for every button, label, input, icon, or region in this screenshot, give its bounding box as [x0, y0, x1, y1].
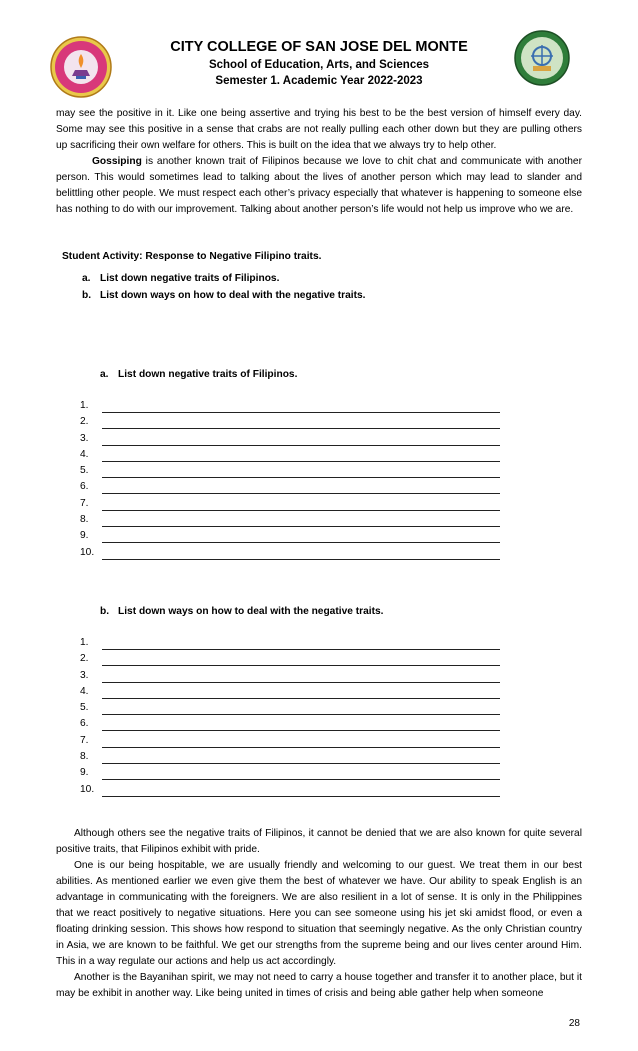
item-number: 1.: [80, 637, 89, 648]
gossiping-term: Gossiping: [92, 156, 142, 167]
answer-blank[interactable]: [102, 747, 500, 748]
answer-row: [80, 481, 500, 497]
answer-row: [80, 751, 500, 767]
answer-blank[interactable]: [102, 493, 500, 494]
item-number: 2.: [80, 416, 89, 428]
task-b-letter: b.: [82, 290, 92, 301]
item-number: 7.: [80, 734, 89, 746]
answer-row: [80, 514, 500, 530]
item-number: 2.: [80, 653, 89, 665]
positive-traits-intro: Although others see the negative traits of Filipinos, it cannot be denied that we are also known for quite several positive traits, that Filipinos exhibit with pride.: [56, 828, 582, 855]
answer-blank[interactable]: [102, 445, 500, 446]
answer-row: [80, 767, 500, 783]
intro-paragraph: may see the positive in it. Like one being assertive and trying his best to be the best version of himself every day. Some may see this positive in a sense that crabs are not really pulling each other down but they are pulling others up sacrificing their own welfare for others. This is built on the idea that we always try to help other.: [56, 108, 582, 151]
item-number: 7.: [80, 497, 89, 509]
item-number: 10.: [80, 783, 95, 795]
task-b: [82, 290, 365, 301]
answer-row: [80, 400, 500, 416]
task-b-text: List down ways on how to deal with the negative traits.: [100, 290, 366, 301]
answer-blank[interactable]: [102, 428, 500, 429]
section-a-text: List down negative traits of Filipinos.: [118, 369, 298, 380]
answer-row: [80, 735, 500, 751]
answer-row: [80, 686, 500, 702]
answer-row: [80, 416, 500, 432]
college-name: CITY COLLEGE OF SAN JOSE DEL MONTE: [170, 39, 468, 55]
answer-blank[interactable]: [102, 714, 500, 715]
answer-row: [80, 702, 500, 718]
answer-blank[interactable]: [102, 665, 500, 666]
department-seal-icon: [514, 30, 570, 86]
answer-blank[interactable]: [102, 649, 500, 650]
answer-blank[interactable]: [102, 526, 500, 527]
answer-blank[interactable]: [102, 542, 500, 543]
task-a-letter: a.: [82, 273, 91, 284]
item-number: 8.: [80, 514, 89, 526]
item-number: 5.: [80, 465, 89, 477]
task-a: [82, 273, 279, 284]
answer-blank[interactable]: [102, 779, 500, 780]
item-number: 6.: [80, 718, 89, 730]
semester-label: Semester 1. Academic Year 2022-2023: [215, 75, 423, 87]
item-number: 4.: [80, 448, 89, 460]
section-b-title: [100, 606, 383, 617]
item-number: 1.: [80, 400, 89, 411]
item-number: 5.: [80, 702, 89, 714]
item-number: 8.: [80, 751, 89, 763]
item-number: 3.: [80, 432, 89, 444]
section-b-text: List down ways on how to deal with the negative traits.: [118, 606, 384, 617]
answer-row: [80, 530, 500, 546]
answer-blank[interactable]: [102, 510, 500, 511]
hospitality-paragraph: One is our being hospitable, we are usually friendly and welcoming to our guest. We treat them in our best abilities. As mentioned earlier we even give them the best of whatever we have. Our ability to speak English is an advantage in communicating with the foreigners. We are also resilient in a lot of sense. It is only in the Philippines that we react positively to negative situations. Here you can see someone using his jet ski amidst flood, or even a floating drinking session. This shows how respond to situation that seemingly negative. As the only Christian country in Asia, we are known to be faithful. We get our strengths from the supreme being and our lives center around Him. This in a way regulate our actions and help us act accordingly.: [56, 860, 582, 967]
item-number: 9.: [80, 530, 89, 542]
answer-row: [80, 653, 500, 669]
answer-blank[interactable]: [102, 763, 500, 764]
answer-blank[interactable]: [102, 796, 500, 797]
answer-row: [80, 547, 500, 563]
answer-row: [80, 498, 500, 514]
bayanihan-paragraph: Another is the Bayanihan spirit, we may not need to carry a house together and transfer it to another place, but it may be exhibit in another way. Like being united in times of crisis and being able gather help when someone: [56, 972, 582, 999]
task-a-text: List down negative traits of Filipinos.: [100, 273, 280, 284]
activity-title: Student Activity: Response to Negative Filipino traits.: [62, 251, 322, 262]
gossiping-text: is another known trait of Filipinos because we love to chit chat and communicate with another person. This would sometimes lead to talking about the lives of another person which may lead to slander and belittling other people. We must respect each other’s privacy especially that whatever is happening to someone else has nothing to do with our improvement. Talking about another person’s life would not help us improve who we are.: [56, 156, 582, 215]
answer-list-b: [80, 637, 500, 800]
school-name: School of Education, Arts, and Sciences: [208, 59, 430, 71]
item-number: 9.: [80, 767, 89, 779]
answer-blank[interactable]: [102, 682, 500, 683]
item-number: 6.: [80, 481, 89, 493]
answer-blank[interactable]: [102, 412, 500, 413]
answer-row: [80, 433, 500, 449]
answer-blank[interactable]: [102, 730, 500, 731]
answer-row: [80, 784, 500, 800]
section-a-letter: a.: [100, 369, 109, 380]
answer-row: [80, 465, 500, 481]
gossiping-paragraph: [56, 154, 582, 218]
answer-row: [80, 637, 500, 653]
section-b-letter: b.: [100, 606, 110, 617]
answer-row: [80, 670, 500, 686]
item-number: 4.: [80, 685, 89, 697]
answer-row: [80, 449, 500, 465]
answer-blank[interactable]: [102, 461, 500, 462]
item-number: 10.: [80, 546, 95, 558]
section-a-title: [100, 369, 297, 380]
answer-row: [80, 718, 500, 734]
document-header: [0, 28, 638, 98]
answer-blank[interactable]: [102, 559, 500, 560]
page-number: 28: [568, 1018, 580, 1029]
item-number: 3.: [80, 669, 89, 681]
answer-blank[interactable]: [102, 477, 500, 478]
answer-blank[interactable]: [102, 698, 500, 699]
answer-list-a: [80, 400, 500, 563]
